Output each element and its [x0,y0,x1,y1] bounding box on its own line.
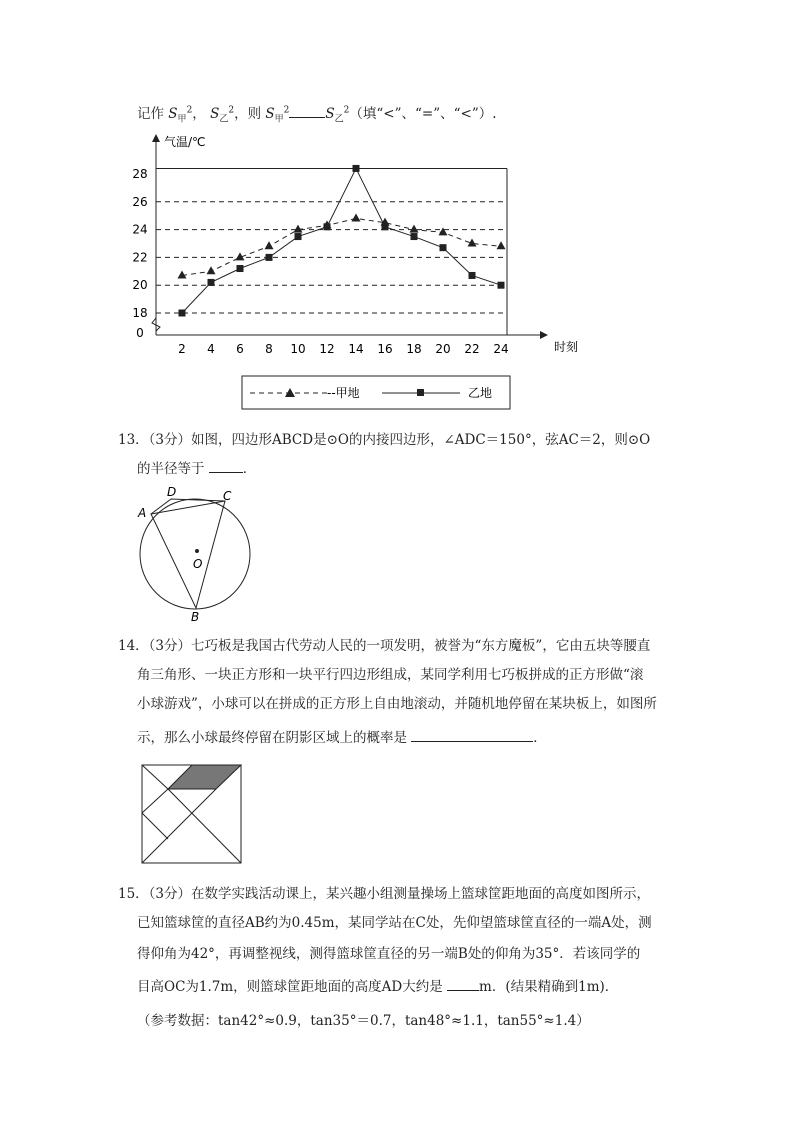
yi-point [208,279,215,286]
y-axis-title: 气温/℃ [164,135,206,149]
s-jia-sup-2: 2 [283,105,290,116]
x-tick-label: 20 [435,342,451,356]
yi-point [498,282,505,289]
x-axis-arrow [540,331,548,339]
q13-line-1: 13．（3分）如图，四边形ABCD是⊙O的内接四边形，∠ADC＝150°，弦AC＝2，则⊙O [118,432,651,448]
q15-line-1: 15．（3分）在数学实践活动课上，某兴趣小组测量操场上篮球筐距地面的高度如图所示， [118,886,651,902]
legend-yi-label: 乙地 [468,386,493,400]
yi-point [469,272,476,279]
s-jia-symbol-2: S [265,106,275,122]
s-jia-sup: 2 [186,105,193,116]
jia-point [178,270,187,278]
q12-fill-hint: （填“<”、“=”、“<”）. [349,106,497,122]
x-tick-label: 24 [493,342,509,356]
y-tick-label: 22 [132,250,148,265]
label-c: C [223,489,232,503]
q14-line-4-text: 示，那么小球最终停留在阴影区域上的概率是 [137,730,407,746]
series-line-1 [182,218,501,275]
q14-line-2: 角三角形、一块正方形和一块平行四边形组成，某同学利用七巧板拼成的正方形做“滚 [137,667,644,683]
x-tick-label: 12 [319,342,335,356]
q15-line-4 [137,975,618,995]
y-tick-label: 28 [132,167,148,181]
yi-point [440,244,447,251]
jia-point [410,225,419,233]
y-tick-label: 24 [132,222,148,237]
yi-point [295,233,302,240]
q14-line-1: 14．（3分）七巧板是我国古代劳动人民的一项发明，被誉为“东方魔板”，它由五块等腰直 [118,638,651,654]
y-tick-label: 0 [136,326,144,340]
tangram-line-2 [142,789,168,813]
x-tick-label: 8 [265,342,273,356]
yi-point [382,223,389,230]
q14-answer-blank[interactable] [411,741,533,742]
q12-prefix: 记作 [137,106,164,122]
tangram-line-1 [142,765,168,789]
y-axis-arrow [152,134,160,142]
x-tick-label: 6 [236,342,244,356]
label-d: D [167,485,177,499]
jia-point [207,266,216,274]
yi-point [179,310,186,317]
q13-circle-figure [133,480,263,625]
yi-point [353,165,360,172]
q14-line-4 [137,726,547,746]
q15-line-4-text: 目高OC为1.7m，则篮球筐距地面的高度AD大约是 [137,979,443,995]
q14-line-4-end: ． [533,730,547,746]
q12-then: ，则 [234,106,262,122]
legend-yi-square [417,389,424,396]
x-tick-label: 2 [178,342,186,356]
label-b: B [191,610,200,624]
s-jia-symbol: S [168,106,178,122]
triangle-abc [151,501,225,608]
jia-point [439,227,448,235]
y-tick-label: 18 [132,306,148,320]
x-tick-label: 16 [377,342,393,356]
shaded-parallelogram [168,765,241,789]
q15-reference-data: （参考数据：tan42°≈0.9，tan35°＝0.7，tan48°≈1.1，tan55°≈1.4） [137,1013,590,1029]
s-yi-symbol-2: S [325,106,335,122]
x-tick-label: 14 [348,342,364,356]
yi-point [266,254,273,261]
s-jia-sub: 甲 [177,114,187,125]
yi-point [324,223,331,230]
q15-line-2: 已知篮球筐的直径AB约为0.45m，某同学站在C处，先仰望篮球筐直径的一端A处，测 [137,915,652,931]
yi-point [411,233,418,240]
q13-line-2 [137,457,256,477]
q13-answer-blank[interactable] [209,472,243,473]
tangram-figure [140,763,244,865]
y-tick-label: 26 [132,194,148,209]
q12-answer-blank[interactable] [289,117,325,118]
s-yi-symbol: S [210,106,220,122]
q15-line-4-end: m．(结果精确到1m)． [479,979,619,995]
label-o: O [193,557,203,571]
x-axis-title: 时刻 [554,340,579,354]
q15-answer-blank[interactable] [447,990,479,991]
tangram-line-5 [142,813,168,839]
x-tick-label: 22 [464,342,480,356]
center-point-o [195,549,199,553]
x-tick-label: 18 [406,342,422,356]
q12-tail-line: 记作 $S_甲^2$， $S_乙^2$，则 $S_甲^2$ $S_乙^2$（填“<”、“=”、“<”）. [137,105,497,125]
legend-jia-label: --甲地 [327,386,360,400]
temperature-chart [130,128,600,413]
s-jia-sub-2: 甲 [274,114,284,125]
x-tick-label: 4 [207,342,215,356]
series-line-2 [182,168,501,313]
label-a: A [138,506,147,520]
s-yi-sup-2: 2 [343,105,350,116]
jia-point [497,241,506,249]
q13-line-2-end: ． [242,461,257,477]
jia-point [294,225,303,233]
s-yi-sub: 乙 [219,114,229,125]
jia-point [352,213,361,221]
q13-line-2-text: 的半径等于 [137,461,205,477]
yi-point [237,265,244,272]
jia-point [265,241,274,249]
q15-line-3: 得仰角为42°，再调整视线，测得篮球筐直径的另一端B处的仰角为35°．若该同学的 [137,946,641,962]
q14-line-3: 小球游戏”，小球可以在拼成的正方形上自由地滚动，并随机地停留在某块板上，如图所 [137,696,657,712]
circle-o [140,499,250,609]
x-tick-label: 10 [290,342,306,356]
s-yi-sup: 2 [228,105,235,116]
s-yi-sub-2: 乙 [334,114,344,125]
y-tick-label: 20 [132,278,148,293]
